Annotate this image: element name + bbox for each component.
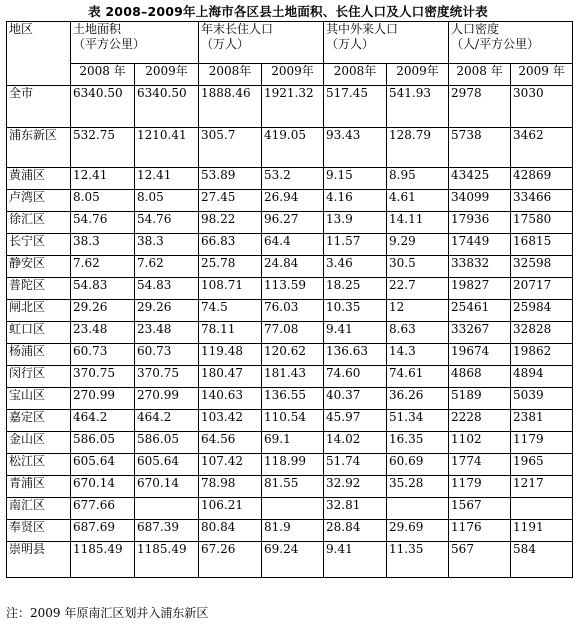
land-area-2008: 6340.50 xyxy=(71,86,135,128)
resident-pop-2008: 98.22 xyxy=(199,212,262,234)
table-row xyxy=(7,278,573,300)
resident-pop-2008: 108.71 xyxy=(199,278,262,300)
resident-pop-2008: 140.63 xyxy=(199,388,262,410)
density-2008: 4868 xyxy=(449,366,511,388)
region-name: 南汇区 xyxy=(7,498,71,520)
land-area-2008: 464.2 xyxy=(71,410,135,432)
migrant-pop-2008: 4.16 xyxy=(324,190,387,212)
table-row xyxy=(7,454,573,476)
table-row xyxy=(7,410,573,432)
resident-pop-2008: 78.11 xyxy=(199,322,262,344)
table-row xyxy=(7,300,573,322)
density-2008: 33832 xyxy=(449,256,511,278)
migrant-pop-2009 xyxy=(387,498,449,520)
migrant-pop-2009: 35.28 xyxy=(387,476,449,498)
density-2008: 19674 xyxy=(449,344,511,366)
migrant-pop-2008: 45.97 xyxy=(324,410,387,432)
density-2009: 32598 xyxy=(511,256,573,278)
resident-pop-2008: 106.21 xyxy=(199,498,262,520)
resident-pop-2008: 78.98 xyxy=(199,476,262,498)
region-name: 全市 xyxy=(7,86,71,128)
land-area-2008: 677.66 xyxy=(71,498,135,520)
migrant-pop-2009: 51.34 xyxy=(387,410,449,432)
migrant-pop-2008: 517.45 xyxy=(324,86,387,128)
land-area-2009: 464.2 xyxy=(135,410,199,432)
region-name: 嘉定区 xyxy=(7,410,71,432)
land-area-2008: 687.69 xyxy=(71,520,135,542)
land-area-2008: 12.41 xyxy=(71,168,135,190)
statistics-table xyxy=(6,21,573,578)
land-area-2009: 23.48 xyxy=(135,322,199,344)
region-name: 虹口区 xyxy=(7,322,71,344)
header-year: 2009年 xyxy=(387,64,449,86)
table-row xyxy=(7,344,573,366)
resident-pop-2009: 76.03 xyxy=(262,300,324,322)
migrant-pop-2008: 93.43 xyxy=(324,128,387,168)
table-row xyxy=(7,168,573,190)
resident-pop-2008: 305.7 xyxy=(199,128,262,168)
resident-pop-2008: 27.45 xyxy=(199,190,262,212)
density-2009: 25984 xyxy=(511,300,573,322)
density-2008: 567 xyxy=(449,542,511,578)
migrant-pop-2009: 29.69 xyxy=(387,520,449,542)
region-name: 长宁区 xyxy=(7,234,71,256)
table-body xyxy=(7,22,573,578)
land-area-2009: 1210.41 xyxy=(135,128,199,168)
density-2008: 1102 xyxy=(449,432,511,454)
table-row xyxy=(7,234,573,256)
resident-pop-2008: 107.42 xyxy=(199,454,262,476)
migrant-pop-2008: 32.81 xyxy=(324,498,387,520)
resident-pop-2009: 118.99 xyxy=(262,454,324,476)
table-row xyxy=(7,322,573,344)
migrant-pop-2008: 18.25 xyxy=(324,278,387,300)
table-row xyxy=(7,128,573,168)
migrant-pop-2009: 30.5 xyxy=(387,256,449,278)
resident-pop-2009 xyxy=(262,498,324,520)
migrant-pop-2008: 13.9 xyxy=(324,212,387,234)
header-land-area: 土地面积 （平方公里） xyxy=(71,22,199,64)
land-area-2008: 23.48 xyxy=(71,322,135,344)
header-year: 2009年 xyxy=(262,64,324,86)
header-year: 2009年 xyxy=(135,64,199,86)
region-name: 闵行区 xyxy=(7,366,71,388)
migrant-pop-2008: 9.41 xyxy=(324,542,387,578)
resident-pop-2008: 103.42 xyxy=(199,410,262,432)
region-name: 崇明县 xyxy=(7,542,71,578)
migrant-pop-2008: 136.63 xyxy=(324,344,387,366)
land-area-2009: 370.75 xyxy=(135,366,199,388)
land-area-2009: 586.05 xyxy=(135,432,199,454)
density-2009: 1965 xyxy=(511,454,573,476)
density-2009: 33466 xyxy=(511,190,573,212)
migrant-pop-2008: 32.92 xyxy=(324,476,387,498)
land-area-2008: 532.75 xyxy=(71,128,135,168)
migrant-pop-2009: 14.3 xyxy=(387,344,449,366)
resident-pop-2008: 53.89 xyxy=(199,168,262,190)
density-2008: 5738 xyxy=(449,128,511,168)
resident-pop-2009: 136.55 xyxy=(262,388,324,410)
resident-pop-2009: 81.55 xyxy=(262,476,324,498)
region-name: 静安区 xyxy=(7,256,71,278)
density-2008: 1176 xyxy=(449,520,511,542)
land-area-2008: 8.05 xyxy=(71,190,135,212)
migrant-pop-2009: 22.7 xyxy=(387,278,449,300)
density-2009: 42869 xyxy=(511,168,573,190)
table-row xyxy=(7,542,573,578)
land-area-2009: 270.99 xyxy=(135,388,199,410)
resident-pop-2009: 181.43 xyxy=(262,366,324,388)
land-area-2008: 54.83 xyxy=(71,278,135,300)
table-row xyxy=(7,366,573,388)
land-area-2009: 60.73 xyxy=(135,344,199,366)
migrant-pop-2008: 40.37 xyxy=(324,388,387,410)
land-area-2008: 605.64 xyxy=(71,454,135,476)
density-2009: 32828 xyxy=(511,322,573,344)
migrant-pop-2009: 8.95 xyxy=(387,168,449,190)
resident-pop-2009: 419.05 xyxy=(262,128,324,168)
migrant-pop-2009: 9.29 xyxy=(387,234,449,256)
region-name: 黄浦区 xyxy=(7,168,71,190)
resident-pop-2009: 24.84 xyxy=(262,256,324,278)
region-name: 浦东新区 xyxy=(7,128,71,168)
land-area-2008: 7.62 xyxy=(71,256,135,278)
header-year: 2008 年 xyxy=(449,64,511,86)
density-2009: 3030 xyxy=(511,86,573,128)
migrant-pop-2008: 3.46 xyxy=(324,256,387,278)
resident-pop-2008: 66.83 xyxy=(199,234,262,256)
resident-pop-2009: 64.4 xyxy=(262,234,324,256)
density-2008: 34099 xyxy=(449,190,511,212)
resident-pop-2008: 64.56 xyxy=(199,432,262,454)
resident-pop-2009: 69.1 xyxy=(262,432,324,454)
density-2008: 1567 xyxy=(449,498,511,520)
density-2009: 1179 xyxy=(511,432,573,454)
density-2009: 3462 xyxy=(511,128,573,168)
density-2009: 4894 xyxy=(511,366,573,388)
land-area-2009: 670.14 xyxy=(135,476,199,498)
migrant-pop-2009: 128.79 xyxy=(387,128,449,168)
land-area-2008: 60.73 xyxy=(71,344,135,366)
resident-pop-2009: 77.08 xyxy=(262,322,324,344)
migrant-pop-2008: 28.84 xyxy=(324,520,387,542)
density-2009: 16815 xyxy=(511,234,573,256)
density-2009: 1191 xyxy=(511,520,573,542)
density-2009: 19862 xyxy=(511,344,573,366)
resident-pop-2008: 74.5 xyxy=(199,300,262,322)
table-title: 表 2008–2009年上海市各区县土地面积、长住人口及人口密度统计表 xyxy=(88,4,488,19)
migrant-pop-2009: 8.63 xyxy=(387,322,449,344)
density-2009: 17580 xyxy=(511,212,573,234)
table-row xyxy=(7,476,573,498)
density-2008: 5189 xyxy=(449,388,511,410)
region-name: 杨浦区 xyxy=(7,344,71,366)
migrant-pop-2008: 10.35 xyxy=(324,300,387,322)
migrant-pop-2009: 12 xyxy=(387,300,449,322)
migrant-pop-2008: 74.60 xyxy=(324,366,387,388)
resident-pop-2009: 110.54 xyxy=(262,410,324,432)
land-area-2009: 8.05 xyxy=(135,190,199,212)
resident-pop-2008: 80.84 xyxy=(199,520,262,542)
migrant-pop-2009: 14.11 xyxy=(387,212,449,234)
resident-pop-2009: 113.59 xyxy=(262,278,324,300)
density-2009: 20717 xyxy=(511,278,573,300)
table-row xyxy=(7,498,573,520)
header-year: 2008 年 xyxy=(71,64,135,86)
header-row-years xyxy=(7,64,573,86)
land-area-2008: 38.3 xyxy=(71,234,135,256)
resident-pop-2009: 120.62 xyxy=(262,344,324,366)
header-migrant-pop: 其中外来人口 （万人） xyxy=(324,22,449,64)
density-2008: 43425 xyxy=(449,168,511,190)
migrant-pop-2008: 9.15 xyxy=(324,168,387,190)
table-row xyxy=(7,86,573,128)
density-2009: 5039 xyxy=(511,388,573,410)
table-row xyxy=(7,256,573,278)
table-row xyxy=(7,520,573,542)
land-area-2008: 1185.49 xyxy=(71,542,135,578)
migrant-pop-2009: 541.93 xyxy=(387,86,449,128)
land-area-2008: 586.05 xyxy=(71,432,135,454)
density-2008: 17936 xyxy=(449,212,511,234)
land-area-2008: 270.99 xyxy=(71,388,135,410)
table-row xyxy=(7,212,573,234)
region-name: 青浦区 xyxy=(7,476,71,498)
density-2008: 17449 xyxy=(449,234,511,256)
density-2008: 2228 xyxy=(449,410,511,432)
migrant-pop-2009: 16.35 xyxy=(387,432,449,454)
migrant-pop-2009: 11.35 xyxy=(387,542,449,578)
resident-pop-2008: 1888.46 xyxy=(199,86,262,128)
land-area-2008: 29.26 xyxy=(71,300,135,322)
density-2008: 25461 xyxy=(449,300,511,322)
land-area-2009: 605.64 xyxy=(135,454,199,476)
density-2008: 33267 xyxy=(449,322,511,344)
land-area-2008: 670.14 xyxy=(71,476,135,498)
land-area-2009: 7.62 xyxy=(135,256,199,278)
density-2009: 584 xyxy=(511,542,573,578)
table-row xyxy=(7,190,573,212)
resident-pop-2009: 96.27 xyxy=(262,212,324,234)
table-row xyxy=(7,432,573,454)
land-area-2009: 54.76 xyxy=(135,212,199,234)
footnote: 注：2009 年原南汇区划并入浦东新区 xyxy=(6,606,209,620)
migrant-pop-2009: 74.61 xyxy=(387,366,449,388)
density-2008: 2978 xyxy=(449,86,511,128)
density-2009: 2381 xyxy=(511,410,573,432)
land-area-2008: 370.75 xyxy=(71,366,135,388)
region-name: 闸北区 xyxy=(7,300,71,322)
resident-pop-2009: 69.24 xyxy=(262,542,324,578)
header-year: 2008年 xyxy=(324,64,387,86)
header-year: 2009 年 xyxy=(511,64,573,86)
migrant-pop-2008: 9.41 xyxy=(324,322,387,344)
density-2008: 1774 xyxy=(449,454,511,476)
header-density: 人口密度 （人/平方公里） xyxy=(449,22,573,64)
header-year: 2008年 xyxy=(199,64,262,86)
land-area-2009: 38.3 xyxy=(135,234,199,256)
density-2008: 1179 xyxy=(449,476,511,498)
land-area-2008: 54.76 xyxy=(71,212,135,234)
resident-pop-2009: 1921.32 xyxy=(262,86,324,128)
land-area-2009: 6340.50 xyxy=(135,86,199,128)
density-2008: 19827 xyxy=(449,278,511,300)
resident-pop-2008: 180.47 xyxy=(199,366,262,388)
region-name: 徐汇区 xyxy=(7,212,71,234)
table-row xyxy=(7,388,573,410)
migrant-pop-2009: 36.26 xyxy=(387,388,449,410)
land-area-2009: 1185.49 xyxy=(135,542,199,578)
land-area-2009: 54.83 xyxy=(135,278,199,300)
header-resident-pop: 年末长住人口 （万人） xyxy=(199,22,324,64)
migrant-pop-2008: 14.02 xyxy=(324,432,387,454)
land-area-2009: 12.41 xyxy=(135,168,199,190)
resident-pop-2008: 25.78 xyxy=(199,256,262,278)
resident-pop-2008: 67.26 xyxy=(199,542,262,578)
resident-pop-2009: 81.9 xyxy=(262,520,324,542)
region-name: 奉贤区 xyxy=(7,520,71,542)
region-name: 普陀区 xyxy=(7,278,71,300)
migrant-pop-2009: 4.61 xyxy=(387,190,449,212)
region-name: 松江区 xyxy=(7,454,71,476)
density-2009: 1217 xyxy=(511,476,573,498)
migrant-pop-2008: 11.57 xyxy=(324,234,387,256)
land-area-2009 xyxy=(135,498,199,520)
migrant-pop-2008: 51.74 xyxy=(324,454,387,476)
header-region: 地区 xyxy=(7,22,71,86)
resident-pop-2008: 119.48 xyxy=(199,344,262,366)
migrant-pop-2009: 60.69 xyxy=(387,454,449,476)
resident-pop-2009: 53.2 xyxy=(262,168,324,190)
region-name: 宝山区 xyxy=(7,388,71,410)
land-area-2009: 29.26 xyxy=(135,300,199,322)
density-2009 xyxy=(511,498,573,520)
land-area-2009: 687.39 xyxy=(135,520,199,542)
region-name: 金山区 xyxy=(7,432,71,454)
resident-pop-2009: 26.94 xyxy=(262,190,324,212)
header-row-group xyxy=(7,22,573,64)
region-name: 卢湾区 xyxy=(7,190,71,212)
